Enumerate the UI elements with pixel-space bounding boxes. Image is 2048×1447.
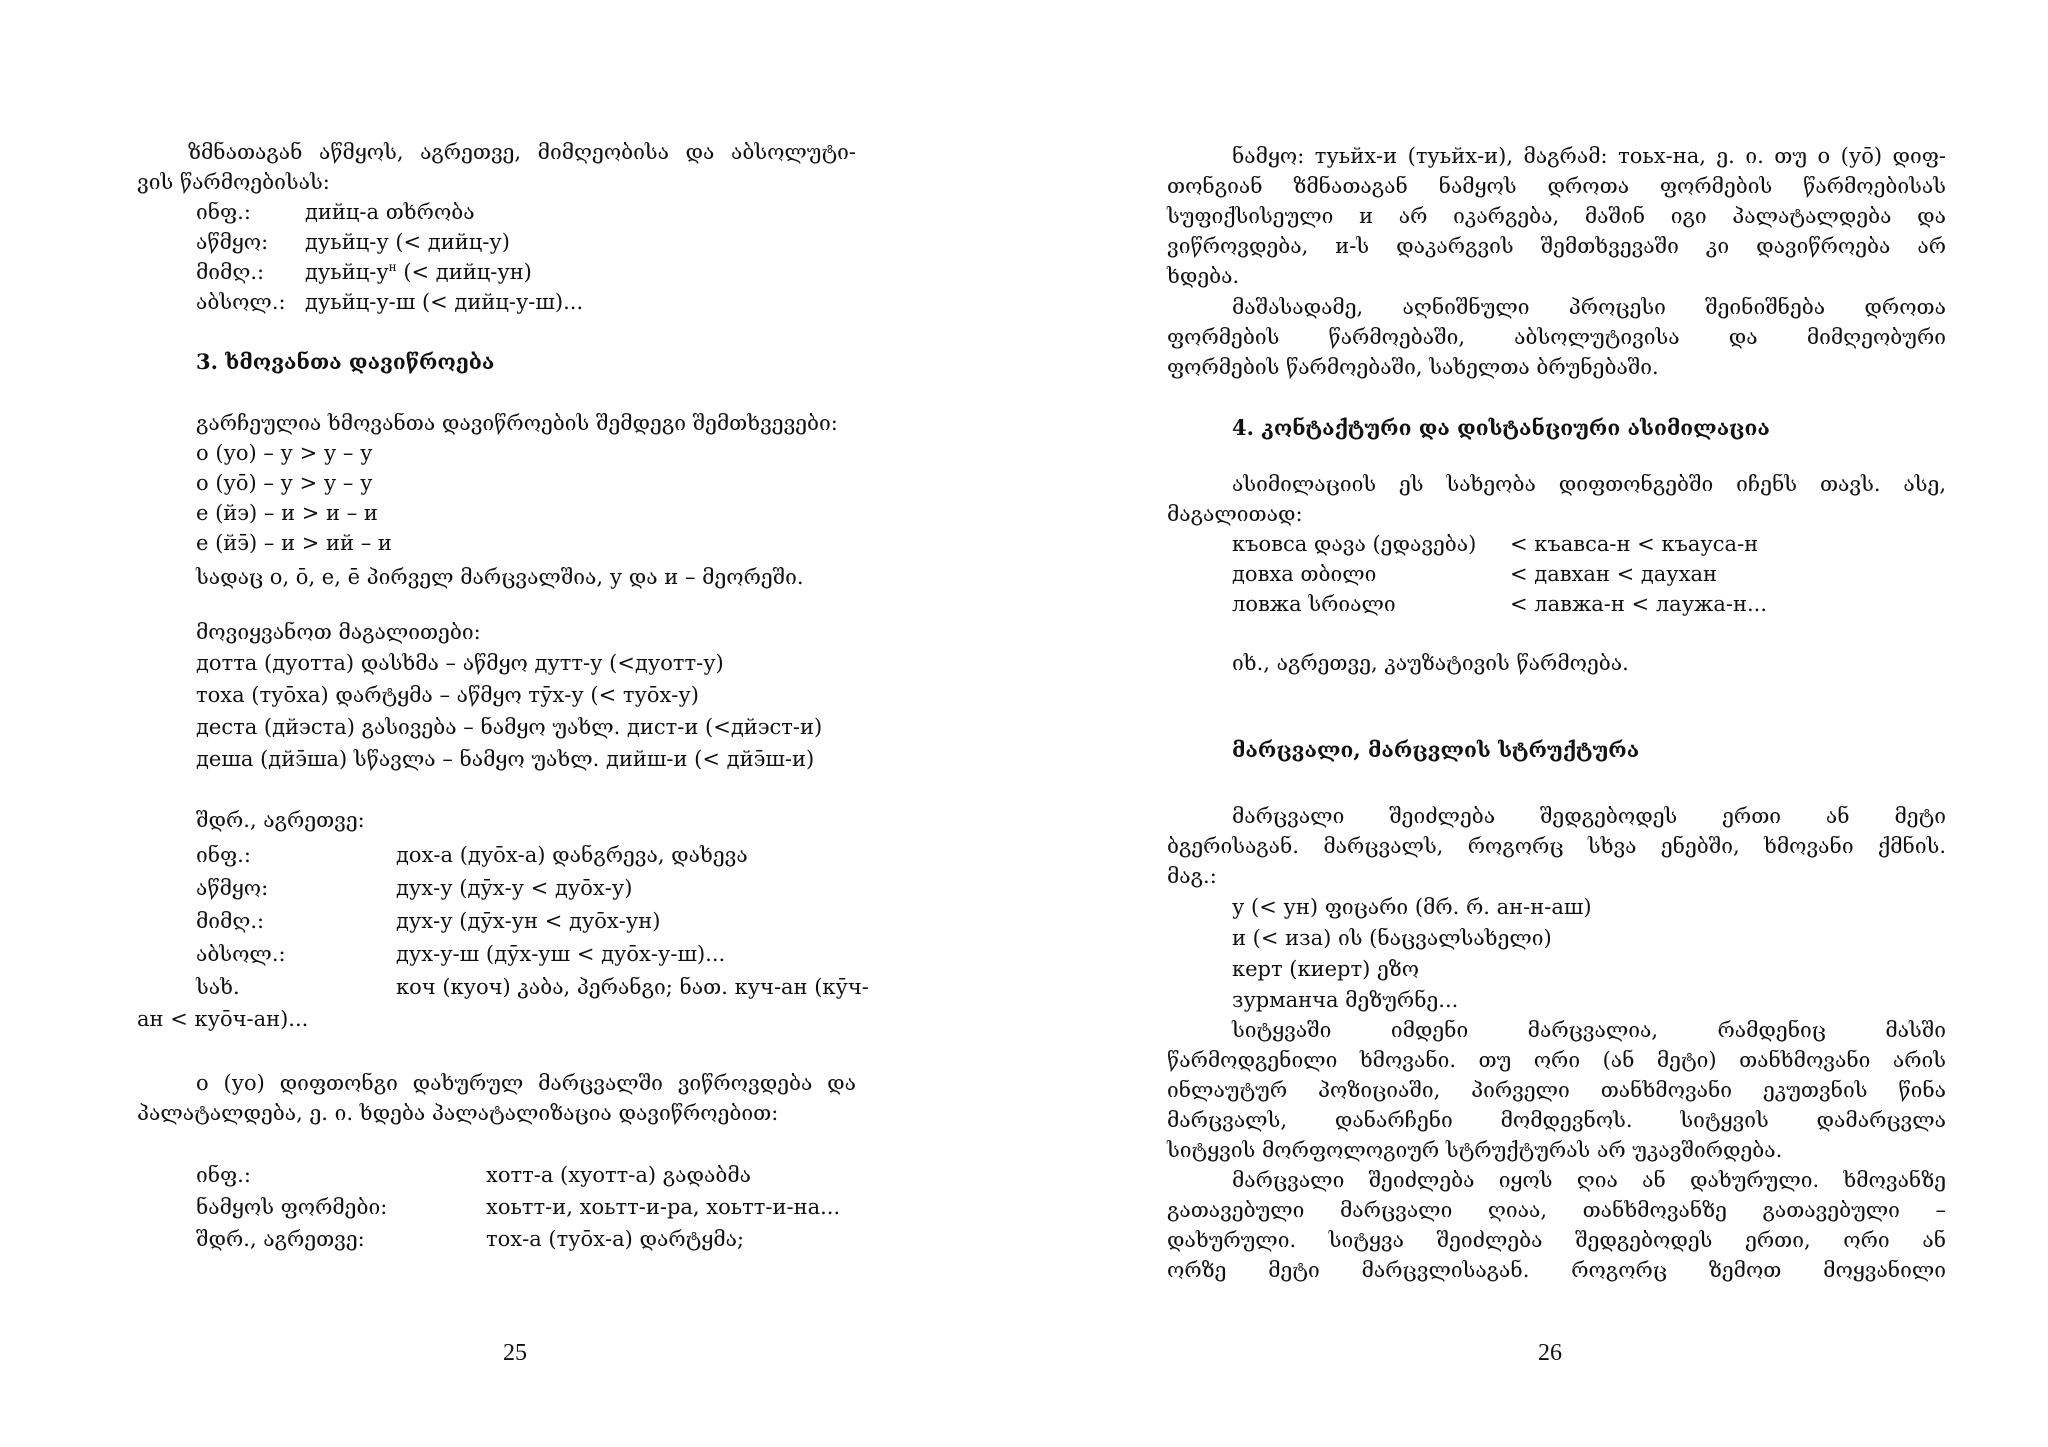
rule-line: е (йэ̄) – и > ий – и bbox=[196, 531, 392, 555]
example-line: керт (киерт) ეზო bbox=[1232, 957, 1420, 981]
section-heading: 4. კონტაქტური და დისტანციური ასიმილაცია bbox=[1232, 415, 1770, 440]
example-label: აბსოლ.: bbox=[196, 290, 286, 314]
example-line: деша (дйэ̄ша) სწავლა – ნამყო უახლ. дийш-и (< дйэ̄ш-и) bbox=[196, 747, 815, 771]
paragraph-line: ვიწროვდება, и-ს დაკარგვის შემთხვევაში კი დავიწროება არ bbox=[1167, 234, 1946, 258]
rule-line: о (уō) – у > у – у bbox=[196, 471, 373, 495]
paragraph-line: ასიმილაციის ეს სახეობა დიფთონგებში იჩენს თავს. ასე, bbox=[1232, 472, 1946, 496]
example-line: деста (дйэста) გასივება – ნამყო უახლ. дист-и (<дйэст-и) bbox=[196, 715, 823, 739]
example-value: хотт-а (хуотт-а) გადაბმა bbox=[486, 1163, 752, 1187]
example-value: дух-у (дӯх-у < дуōх-у) bbox=[396, 876, 633, 900]
example-term: къовса დავა (ედავება) bbox=[1232, 532, 1477, 556]
example-value: хоьтт-и, хоьтт-и-ра, хоьтт-и-на... bbox=[486, 1195, 841, 1219]
paragraph-line: გათავებული მარცვალი ღიაა, თანხმოვანზე გათავებული – bbox=[1167, 1198, 1946, 1222]
page-number: 26 bbox=[1538, 1340, 1562, 1366]
example-value: дуьйц-у (< дийц-у) bbox=[305, 230, 510, 254]
example-value: коч (куоч) კაბა, პერანგი; ნათ. куч-ан (кӯч- bbox=[396, 975, 869, 999]
paragraph-line: о (уо) დიფთონგი დახურულ მარცვალში ვიწროვდება და bbox=[196, 1071, 856, 1095]
paragraph-line: წარმოდგენილი ხმოვანი. თუ ორი (ან მეტი) თანხმოვანი არის bbox=[1167, 1048, 1946, 1072]
paragraph-line: შდრ., აგრეთვე: bbox=[196, 808, 365, 832]
paragraph-line: იხ., აგრეთვე, კაუზატივის წარმოება. bbox=[1232, 651, 1629, 675]
example-etymology: < лавжа-н < лаужа-н... bbox=[1510, 592, 1768, 616]
paragraph-line: სიტყვის მორფოლოგიურ სტრუქტურას არ უკავშირდება. bbox=[1167, 1138, 1783, 1162]
paragraph-line: ан < куōч-ан)... bbox=[137, 1007, 309, 1031]
example-line: зурманча მეზურნე... bbox=[1232, 988, 1459, 1012]
paragraph-line: სუფიქსისეული и არ იკარგება, მაშინ იგი პალატალდება და bbox=[1167, 204, 1946, 228]
superscript: н bbox=[388, 260, 397, 274]
rule-line: о (уо) – у > у – у bbox=[196, 441, 373, 465]
paragraph-line: ორზე მეტი მარცვლისაგან. როგორც ზემოთ მოყვანილი bbox=[1167, 1258, 1946, 1282]
page-number: 25 bbox=[503, 1340, 527, 1366]
paragraph-line: ფორმების წარმოებაში, სახელთა ბრუნებაში. bbox=[1167, 355, 1659, 379]
paragraph-line: სადაც о, ō, е, ē პირველ მარცვალშია, у და и – მეორეში. bbox=[196, 565, 804, 589]
example-value bbox=[305, 257, 532, 287]
paragraph-line: ბგერისაგან. მარცვალს, როგორც სხვა ენებში, ხმოვანი ქმნის. bbox=[1167, 834, 1946, 858]
example-label: ინფ.: bbox=[196, 1163, 251, 1187]
example-label: ინფ.: bbox=[196, 843, 251, 867]
paragraph-line: ფორმების წარმოებაში, აბსოლუტივისა და მიმღეობური bbox=[1167, 325, 1946, 349]
paragraph-line: მარცვალი შეიძლება იყოს ღია ან დახურული. ხმოვანზე bbox=[1232, 1168, 1946, 1192]
example-line: у (< ун) ფიცარი (მრ. რ. ан-н-аш) bbox=[1232, 895, 1592, 919]
paragraph-line: სიტყვაში იმდენი მარცვალია, რამდენიც მასში bbox=[1232, 1018, 1946, 1042]
example-label: სახ. bbox=[196, 975, 240, 999]
example-label: მიმღ.: bbox=[196, 260, 265, 284]
example-value-main: дуьйц-у bbox=[305, 260, 389, 284]
example-value: дох-а (дуōх-а) დანგრევა, დახევა bbox=[396, 843, 748, 867]
example-value: дийц-а თხრობა bbox=[305, 200, 475, 224]
paragraph-line: მაგალითად: bbox=[1167, 502, 1303, 526]
example-line: дотта (дуотта) დასხმა – აწმყო дутт-у (<дуотт-у) bbox=[196, 651, 724, 675]
example-etymology: < къавса-н < къауса-н bbox=[1510, 532, 1759, 556]
example-value: дух-у (дӯх-ун < дуōх-ун) bbox=[396, 909, 661, 933]
example-line: и (< иза) ის (ნაცვალსახელი) bbox=[1232, 926, 1552, 950]
example-label: შდრ., აგრეთვე: bbox=[196, 1227, 365, 1251]
example-label: აწმყო: bbox=[196, 230, 269, 254]
paragraph-line: ნამყო: туьйх-и (туьйх-и), მაგრამ: тоьх-на, ე. ი. თუ о (уō) დიფ- bbox=[1232, 144, 1946, 168]
paragraph-line: ხდება. bbox=[1167, 264, 1240, 288]
example-label: აბსოლ.: bbox=[196, 942, 286, 966]
section-heading: 3. ხმოვანთა დავიწროება bbox=[196, 349, 495, 374]
paragraph-line: პალატალდება, ე. ი. ხდება პალატალიზაცია დავიწროებით: bbox=[137, 1101, 779, 1125]
example-label: აწმყო: bbox=[196, 876, 269, 900]
example-etymology: < давхан < даухан bbox=[1510, 562, 1718, 586]
rule-line: е (йэ) – и > и – и bbox=[196, 501, 378, 525]
paragraph-line: დახურული. სიტყვა შეიძლება შედგებოდეს ერთი, ორი ან bbox=[1167, 1228, 1946, 1252]
example-label: ნამყოს ფორმები: bbox=[196, 1195, 388, 1219]
paragraph-line: მაგ.: bbox=[1167, 864, 1217, 888]
paragraph-line: მაშასადამე, აღნიშნული პროცესი შეინიშნება დროთა bbox=[1232, 295, 1946, 319]
example-value-tail: (< дийц-ун) bbox=[396, 260, 532, 284]
paragraph-line: მარცვალს, დანარჩენი მომდევნოს. სიტყვის დამარცვლა bbox=[1167, 1108, 1946, 1132]
paragraph-line: ინლაუტურ პოზიციაში, პირველი თანხმოვანი ეკუთვნის წინა bbox=[1167, 1078, 1946, 1102]
paragraph-line: თონგიან ზმნათაგან ნამყოს დროთა ფორმების წარმოებისას bbox=[1167, 174, 1946, 198]
example-label: მიმღ.: bbox=[196, 909, 265, 933]
section-heading: მარცვალი, მარცვლის სტრუქტურა bbox=[1232, 737, 1640, 762]
example-value: дуьйц-у-ш (< дийц-у-ш)... bbox=[305, 290, 584, 314]
example-term: ловжа სრიალი bbox=[1232, 592, 1396, 616]
example-value: тох-а (туōх-а) დარტყმა; bbox=[486, 1227, 745, 1251]
paragraph-line: ვის წარმოებისას: bbox=[137, 170, 330, 194]
paragraph-line: მარცვალი შეიძლება შედგებოდეს ერთი ან მეტი bbox=[1232, 804, 1946, 828]
example-term: довха თბილი bbox=[1232, 562, 1377, 586]
page-right bbox=[1024, 0, 2048, 1447]
example-label: ინფ.: bbox=[196, 200, 251, 224]
example-value: дух-у-ш (дӯх-уш < дуōх-у-ш)... bbox=[396, 942, 726, 966]
paragraph-line: ზმნათაგან აწმყოს, აგრეთვე, მიმღეობისა და აბსოლუტი- bbox=[188, 140, 856, 164]
example-line: тоха (туōха) დარტყმა – აწმყო тӯх-у (< туōх-у) bbox=[196, 683, 699, 707]
paragraph-line: გარჩეულია ხმოვანთა დავიწროების შემდეგი შემთხვევები: bbox=[196, 411, 838, 435]
paragraph-line: მოვიყვანოთ მაგალითები: bbox=[196, 620, 481, 644]
